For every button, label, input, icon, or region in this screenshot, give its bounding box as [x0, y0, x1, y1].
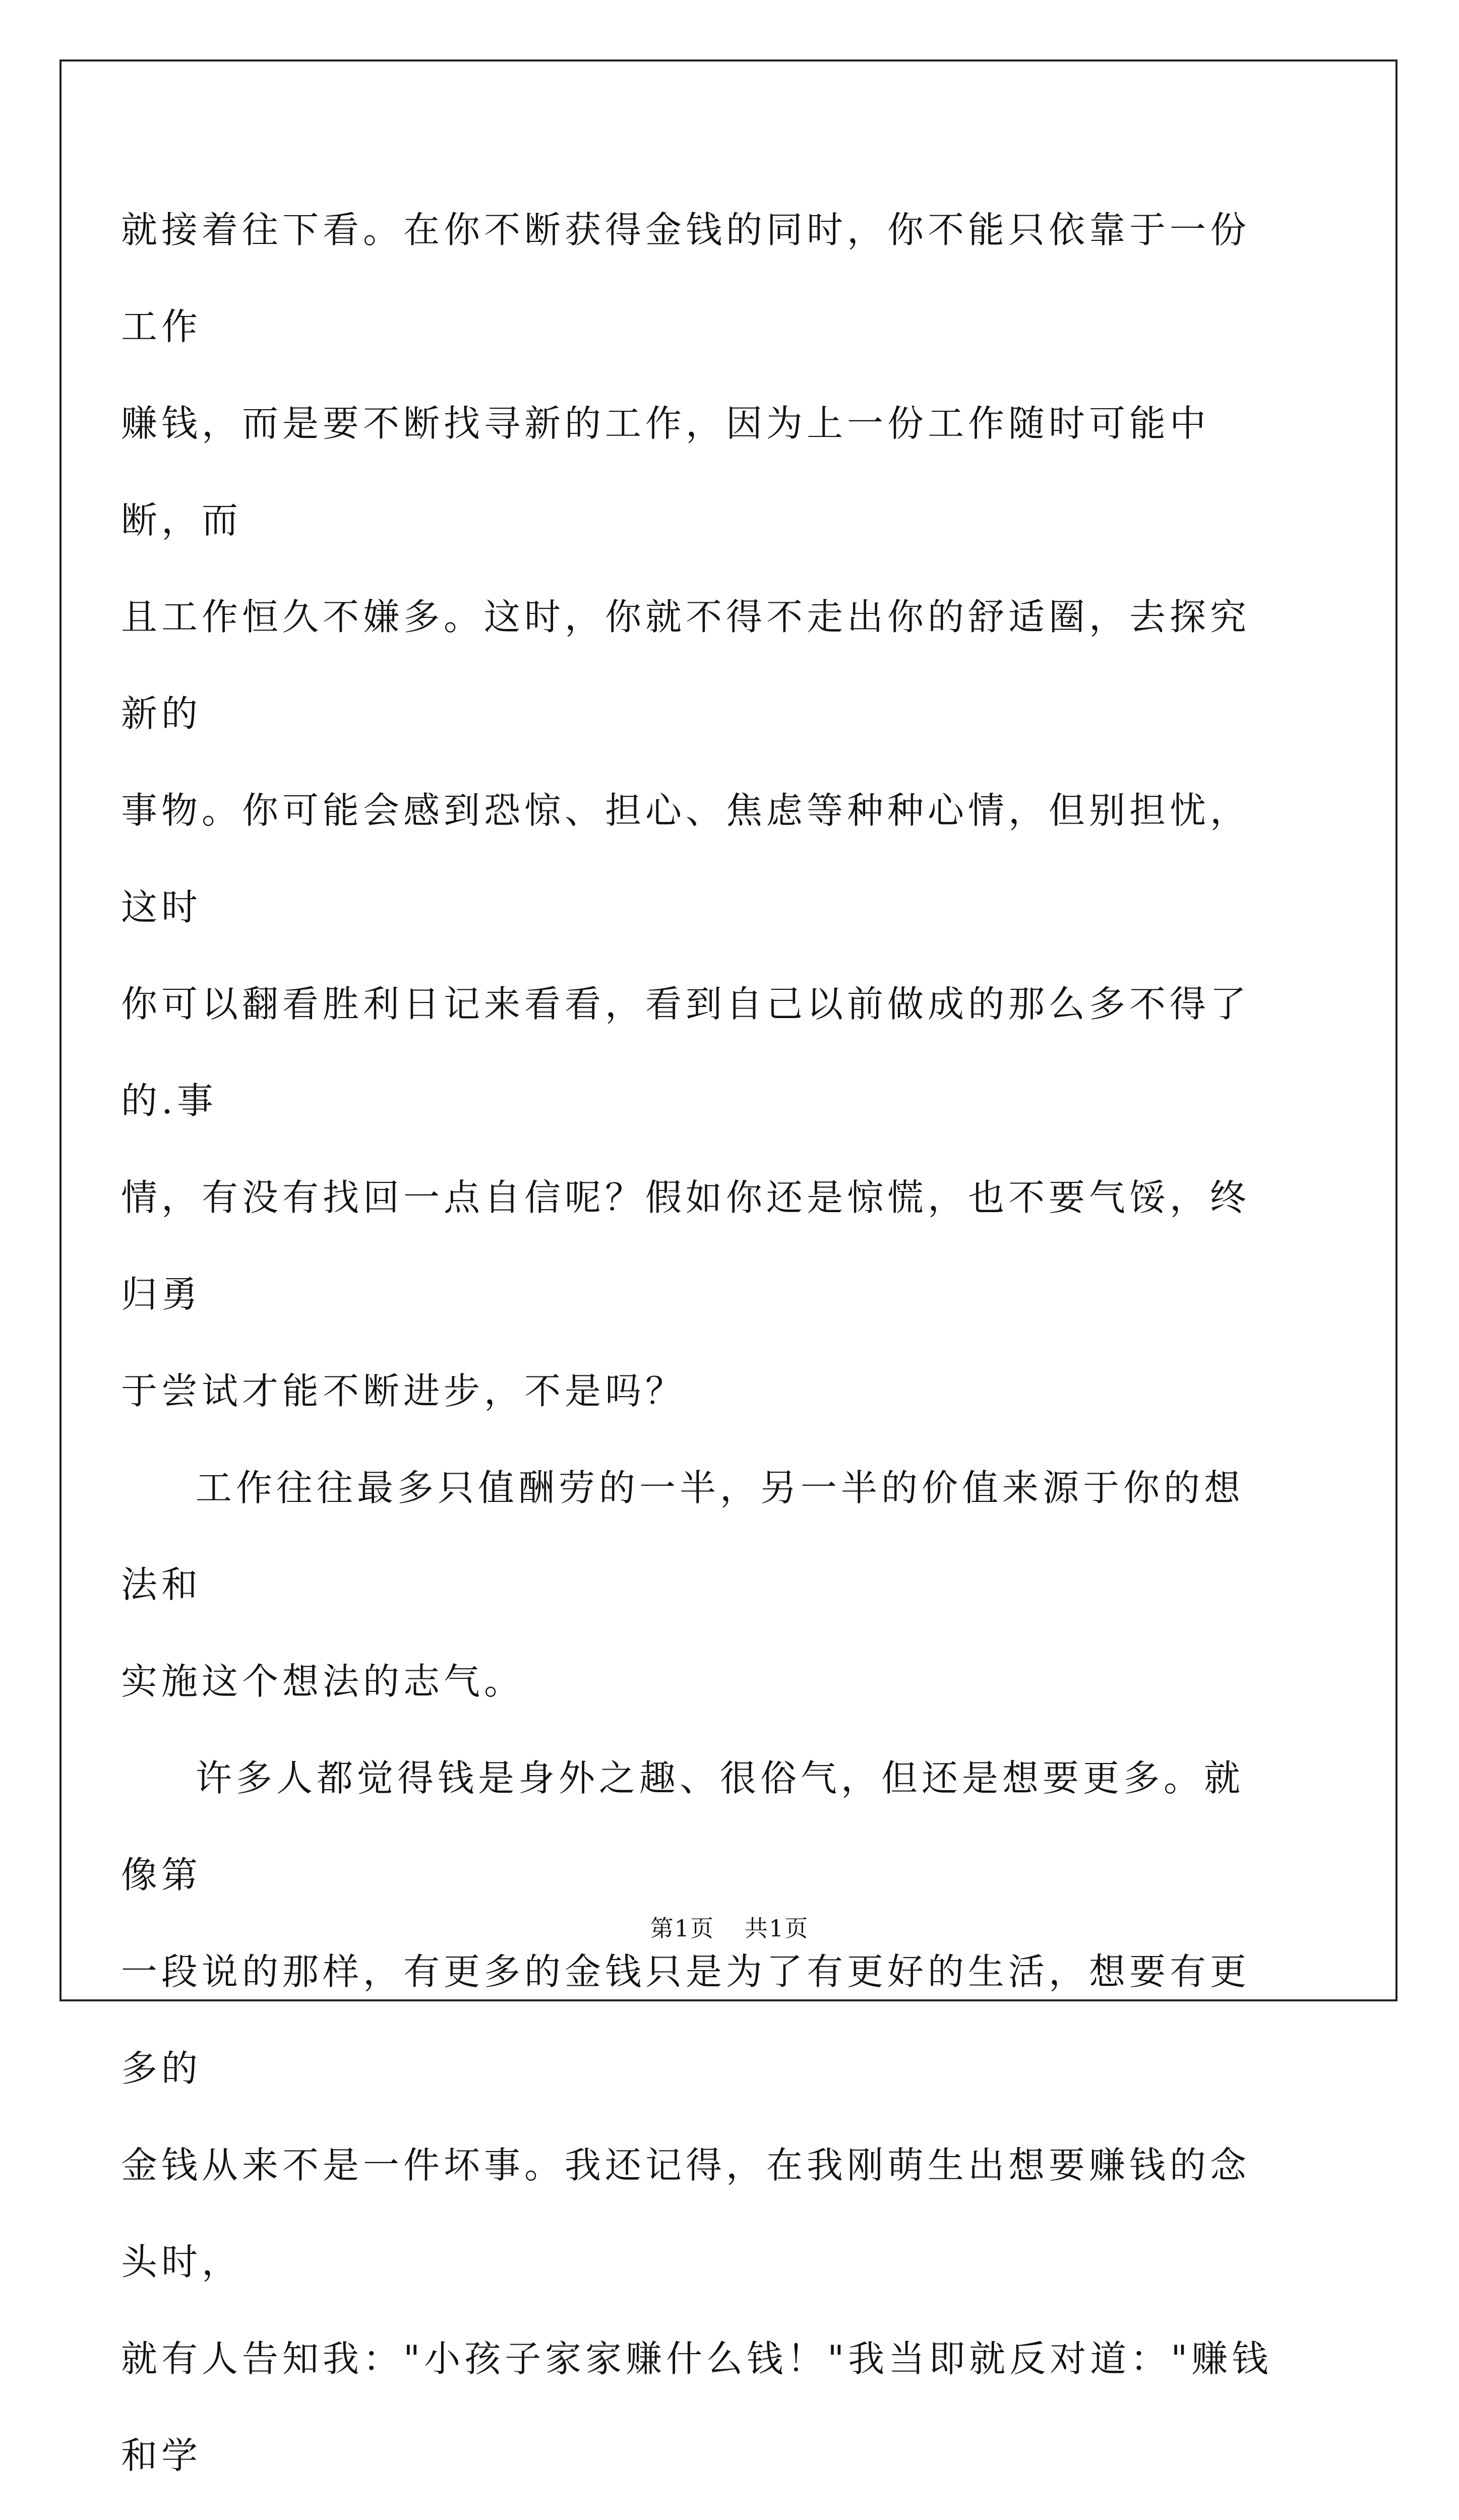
page-total: 共1页	[745, 1915, 809, 1942]
paragraph-3	[121, 1730, 1281, 2520]
text-line: 就接着往下看。在你不断获得金钱的同时，你不能只依靠于一份工作	[121, 209, 1251, 348]
text-line: 工作往往最多只值酬劳的一半，另一半的价值来源于你的想法和	[121, 1467, 1245, 1606]
text-line: 且工作恒久不嫌多。这时，你就不得不走出你的舒适圈，去探究新的	[121, 596, 1251, 735]
text-line: 许多人都觉得钱是身外之趣、很俗气，但还是想要更多。就像第	[121, 1757, 1245, 1896]
document-body	[121, 181, 1281, 2520]
page-footer	[0, 1910, 1459, 1943]
text-line: 金钱从来不是一件坏事。我还记得，在我刚萌生出想要赚钱的念头时，	[121, 2144, 1251, 2283]
paragraph-2	[121, 1439, 1281, 1730]
text-line: 事物。你可能会感到恐惊、担心、焦虑等种种心情，但别担忧，这时	[121, 789, 1251, 928]
page-number: 第1页	[650, 1915, 714, 1942]
text-line: 情，有没有找回一点自信呢？假如你还是惊慌，也不要气馁，终归勇	[121, 1176, 1251, 1315]
text-line: 就有人告知我："小孩子家家赚什么钱！"我当即就反对道："赚钱和学	[121, 2338, 1272, 2477]
text-line: 一段说的那样，有更多的金钱只是为了有更好的生活，想要有更多的	[121, 1950, 1251, 2090]
text-line: 于尝试才能不断进步，不是吗？	[121, 1370, 686, 1412]
text-line: 赚钱，而是要不断找寻新的工作，因为上一份工作随时可能中断，而	[121, 402, 1210, 541]
text-line: 实施这个想法的志气。	[121, 1660, 525, 1703]
text-line: 你可以翻看胜利日记来看看，看到自己以前做成的那么多不得了的.事	[121, 983, 1251, 1122]
paragraph-1	[121, 181, 1281, 1439]
